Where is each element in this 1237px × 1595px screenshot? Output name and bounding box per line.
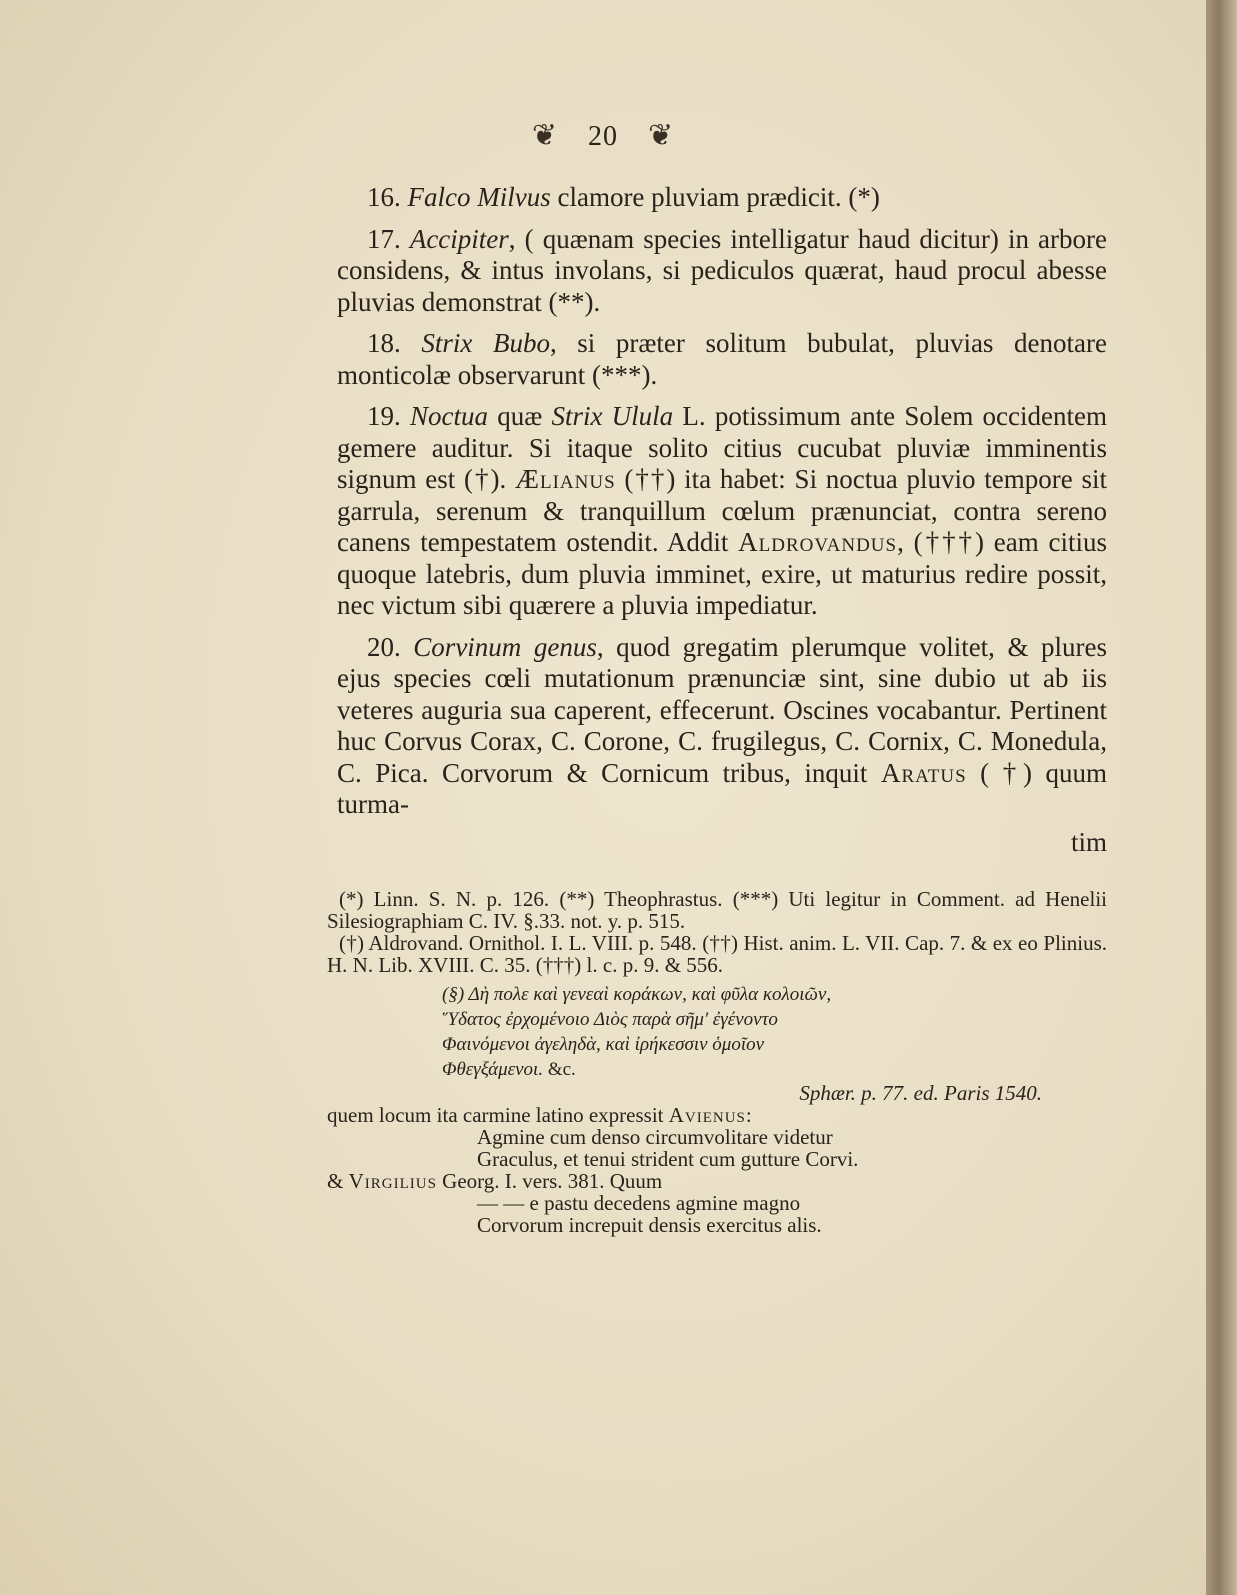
greek-text: Φθεγξάμενοι.	[442, 1059, 544, 1080]
paragraph-text: , (†††) eam citius quoque latebris, dum pluvia imminet, exire, ut maturius redire possit, nec victum sibi quærere a pluvia impediatur.	[337, 527, 1107, 620]
latin-verse-line: — — e pastu decedens agmine magno	[477, 1191, 801, 1215]
footnotes	[327, 888, 1107, 1236]
paragraph-16	[337, 182, 1107, 214]
intro-text: quem locum ita carmine latino expressit	[327, 1103, 669, 1127]
paragraph-19	[337, 401, 1107, 622]
etc-mark: &c.	[547, 1059, 576, 1080]
author-name: Aldrovandus	[738, 527, 898, 557]
latin-verse-line: Agmine cum denso circumvolitare videtur	[477, 1125, 833, 1149]
paragraph-17	[337, 224, 1107, 319]
source-text: Sphær. p. 77. ed. Paris 1540.	[799, 1081, 1042, 1105]
species-name: Corvinum genus	[413, 631, 597, 662]
paragraph-text: , ( quænam species intelligatur haud dicitur) in arbore considens, & intus involans, si pediculos quærat, haud procul abesse pluvias demonstrat (**).	[337, 223, 1107, 317]
footnote-line: (*) Linn. S. N. p. 126. (**) Theophrastus. (***) Uti legitur in Comment. ad Henelii Silesiographiam C. IV. §.33. not. y. p. 515.	[327, 887, 1107, 933]
paragraph-18	[337, 328, 1107, 391]
species-name: Noctua	[409, 401, 488, 431]
species-name: Strix Ulula	[551, 401, 674, 431]
ornament-left-icon: ❦	[531, 119, 558, 152]
main-text	[337, 182, 1107, 855]
paragraph-text: , si præter solitum bubulat, pluvias denotare monticolæ observarunt (***).	[337, 328, 1107, 390]
intro-text: :	[745, 1103, 752, 1127]
page-header	[0, 118, 1206, 153]
paragraph-number: 16.	[367, 182, 401, 212]
quotation-source	[327, 1082, 1042, 1104]
greek-line: Φαινόμενοι ἀγεληδὰ, καὶ ἰρήκεσσιν ὁμοῖον	[442, 1034, 765, 1055]
paragraph-text: L. potissimum ante Solem occidentem gemere auditur. Si itaque solito citius cucubat pluviæ imminentis signum est (†).	[337, 401, 1108, 494]
greek-line: Ὕδατος ἐρχομένοιο Διὸς παρὰ σῆμ' ἐγένοντο	[442, 1009, 778, 1030]
paragraph-20	[337, 632, 1107, 821]
author-name: Ælianus	[514, 464, 616, 494]
greek-line: (§) Δὴ πολε καὶ γενεαὶ κοράκων, καὶ φῦλα κολοιῶν,	[442, 984, 832, 1005]
paragraph-text: quæ	[487, 401, 552, 431]
paragraph-number: 20.	[367, 631, 401, 662]
species-name: Strix Bubo	[421, 328, 550, 358]
footnote-line: (†) Aldrovand. Ornithol. I. L. VIII. p. 548. (††) Hist. anim. L. VII. Cap. 7. & ex eo Plinius. H. N. Lib. XVIII. C. 35. (†††) l. c. p. 9. & 556.	[327, 931, 1107, 977]
ref-text: Georg. I. vers. 381. Quum	[436, 1169, 663, 1193]
paragraph-number: 19.	[367, 401, 401, 431]
book-spine	[1206, 0, 1237, 1595]
greek-quotation	[442, 982, 1107, 1082]
author-name: Avienus	[668, 1103, 746, 1127]
latin-verse-line: Graculus, et tenui strident cum gutture Corvi.	[477, 1147, 859, 1171]
page-number: 20	[588, 121, 618, 152]
catchword: tim	[1070, 826, 1107, 857]
paragraph-text: , quod gregatim plerumque volitet, & plures ejus species cœli mutationum prænunciæ sint, sine dubio ut ab iis veteres auguria sua caperent, effecerunt. Oscines vocabantur. Pertinent huc Corvus Corax, C. Corone, C. frugilegus, C. Cornix, C. Monedula, C. Pica. Corvorum & Cornicum tribus, inquit	[337, 631, 1108, 788]
latin-verse-line: Corvorum increpuit densis exercitus alis.	[477, 1213, 822, 1237]
species-name: Accipiter	[409, 223, 509, 254]
greek-line	[442, 1057, 1107, 1082]
paragraph-number: 17.	[367, 223, 401, 254]
author-name: Virgilius	[348, 1169, 437, 1193]
paragraph-text: ( †) quum turma-	[337, 757, 1107, 819]
species-name: Falco Milvus	[407, 182, 551, 212]
ref-text: &	[327, 1169, 349, 1193]
paragraph-number: 18.	[367, 328, 401, 358]
author-name: Aratus	[880, 757, 967, 788]
paragraph-text: (††) ita habet: Si noctua pluvio tempore sit garrula, serenum & tranquillum cœlum prænunciat, contra sereno canens tempestatem ostendit. Addit	[337, 464, 1107, 557]
paragraph-text: clamore pluviam prædicit. (*)	[550, 182, 880, 212]
virgil-reference	[327, 1170, 1107, 1192]
ornament-right-icon: ❦	[648, 119, 675, 152]
latin-intro	[327, 1104, 1107, 1126]
